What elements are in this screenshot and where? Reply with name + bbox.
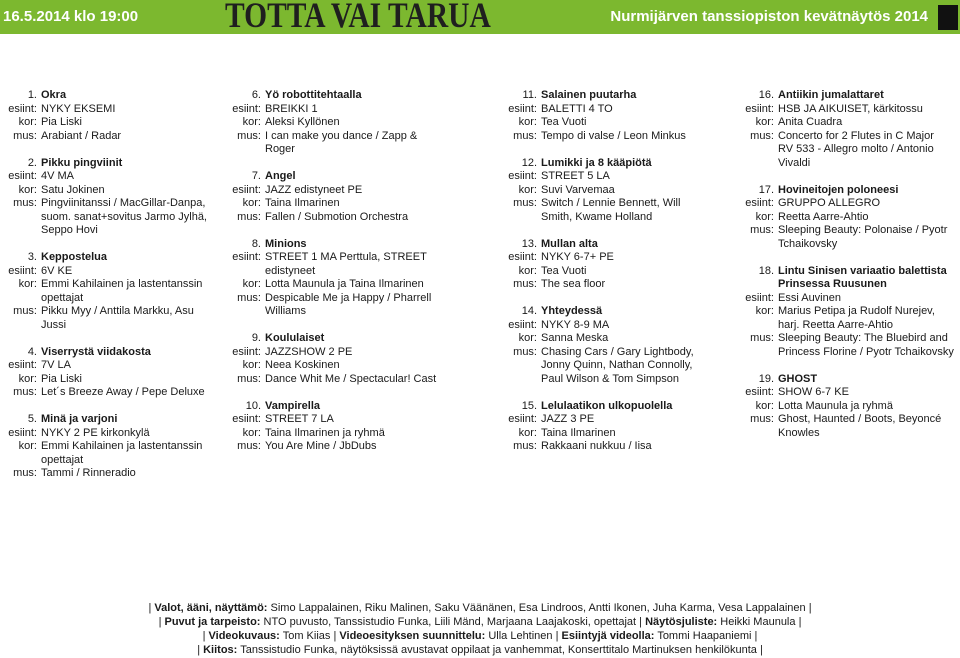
choreographer-label: kor:: [18, 183, 37, 196]
music-value: Sleeping Beauty: The Bluebird and Princess Florine / Pyotr Tchaikovsky: [778, 332, 954, 358]
program-entry: [738, 89, 956, 170]
credit-names: NTO puvusto, Tanssistudio Funka, Liili Mänd, Marjaana Laajakoski, opettajat: [263, 616, 637, 628]
credit-names: Ulla Lehtinen: [488, 630, 553, 642]
program-entry: [225, 400, 443, 454]
performers-value: GRUPPO ALLEGRO: [778, 197, 881, 209]
choreographer-label: kor:: [755, 305, 774, 317]
entry-title: Koululaiset: [265, 332, 325, 344]
entry-number: 4.: [27, 345, 37, 358]
separator: |: [639, 616, 643, 628]
music-label: mus:: [750, 224, 774, 236]
music-label: mus:: [237, 291, 261, 304]
performers-value: SHOW 6-7 KE: [778, 386, 849, 398]
program-column: [225, 89, 443, 467]
music-value: Fallen / Submotion Orchestra: [265, 210, 409, 223]
program-entry: [501, 400, 719, 454]
music-value: The sea floor: [541, 278, 606, 290]
program-column: [1, 89, 219, 494]
program-entry: [1, 157, 219, 238]
choreographer-label: kor:: [518, 426, 537, 439]
entry-title: Salainen puutarha: [541, 89, 637, 101]
entry-title: GHOST: [778, 372, 818, 385]
entry-title: Minä ja varjoni: [41, 413, 118, 425]
choreographer-value: Marius Petipa ja Rudolf Nurejev, harj. Reetta Aarre-Ahtio: [778, 305, 935, 331]
performers-label: esiint:: [745, 197, 774, 209]
program-entry: [738, 373, 956, 441]
program-entry: [501, 89, 719, 143]
performers-value: BALETTI 4 TO: [541, 102, 613, 115]
choreographer-value: Lotta Maunula ja ryhmä: [778, 399, 893, 412]
entry-number: 17.: [758, 183, 774, 196]
music-label: mus:: [13, 197, 37, 209]
entry-number: 13.: [521, 237, 537, 250]
music-label: mus:: [13, 467, 37, 479]
program-entry: [225, 89, 443, 157]
choreographer-label: kor:: [518, 116, 537, 128]
music-value: Sleeping Beauty: Polonaise / Pyotr Tchaikovsky: [778, 224, 948, 250]
entry-number: 11.: [522, 89, 537, 101]
credit-role: Kiitos:: [203, 644, 238, 656]
performers-value: 6V KE: [41, 264, 73, 277]
program-entry: [1, 346, 219, 400]
music-label: mus:: [750, 413, 774, 425]
performers-label: esiint:: [232, 413, 261, 425]
entry-title: Angel: [265, 170, 296, 182]
credit-role: Näytösjuliste:: [645, 616, 718, 628]
choreographer-value: Taina Ilmarinen: [265, 197, 340, 209]
credits-footer: [0, 601, 960, 657]
choreographer-label: kor:: [518, 264, 537, 277]
choreographer-label: kor:: [755, 399, 774, 412]
music-label: mus:: [513, 197, 537, 209]
performers-label: esiint:: [508, 170, 537, 182]
credit-role: Esiintyjä videolla:: [561, 630, 655, 642]
separator: |: [798, 616, 802, 628]
entry-number: 8.: [251, 237, 261, 250]
entry-number: 3.: [27, 251, 37, 263]
program-column: [738, 89, 956, 454]
credit-names: Heikki Maunula: [720, 616, 796, 628]
entry-number: 1.: [27, 89, 37, 101]
credit-names: Simo Lappalainen, Riku Malinen, Saku Väänänen, Esa Lindroos, Antti Ikonen, Juha Karma, Vesa Lappalainen: [270, 602, 806, 614]
entry-title: Vampirella: [265, 399, 321, 412]
choreographer-label: kor:: [518, 183, 537, 196]
choreographer-label: kor:: [755, 116, 774, 128]
performers-label: esiint:: [745, 386, 774, 398]
performers-label: esiint:: [8, 170, 37, 182]
choreographer-value: Taina Ilmarinen: [541, 426, 616, 439]
credit-role: Puvut ja tarpeisto:: [164, 616, 261, 628]
entry-number: 19.: [758, 372, 774, 385]
choreographer-value: Tea Vuoti: [541, 264, 587, 277]
entry-title: Lintu Sinisen variaatio balettista Prinsessa Ruusunen: [778, 264, 947, 290]
performers-value: JAZZSHOW 2 PE: [265, 345, 353, 358]
separator: |: [333, 630, 337, 642]
entry-title: Antiikin jumalattaret: [778, 89, 884, 101]
choreographer-value: Pia Liski: [41, 372, 82, 385]
performers-value: HSB JA AIKUISET, kärkitossu: [778, 102, 923, 115]
choreographer-label: kor:: [242, 359, 261, 371]
entry-title: Lelulaatikon ulkopuolella: [541, 399, 673, 412]
performers-value: JAZZ edistyneet PE: [265, 183, 363, 196]
music-value: Arabiant / Radar: [41, 129, 122, 142]
entry-title: Mullan alta: [541, 237, 598, 250]
choreographer-label: kor:: [242, 278, 261, 290]
performers-label: esiint:: [232, 102, 261, 115]
credit-role: Videoesityksen suunnittelu:: [339, 630, 486, 642]
music-label: mus:: [750, 129, 774, 142]
separator: |: [197, 644, 201, 656]
performers-value: BREIKKI 1: [265, 102, 318, 115]
music-value: Switch / Lennie Bennett, Will Smith, Kwame Holland: [541, 197, 681, 223]
program-entry: [738, 184, 956, 252]
entry-title: Yhteydessä: [541, 305, 603, 317]
program-entry: [225, 332, 443, 386]
music-value: Pikku Myy / Anttila Markku, Asu Jussi: [41, 305, 194, 331]
music-label: mus:: [237, 440, 261, 452]
choreographer-label: kor:: [18, 440, 37, 452]
choreographer-value: Neea Koskinen: [265, 359, 340, 371]
music-label: mus:: [237, 210, 261, 223]
choreographer-value: Emmi Kahilainen ja lastentanssin opettajat: [41, 440, 203, 466]
entry-title: Minions: [265, 237, 307, 250]
choreographer-label: kor:: [242, 116, 261, 128]
performers-label: esiint:: [8, 264, 37, 277]
entry-title: Hovineitojen poloneesi: [778, 183, 899, 196]
program-entry: [1, 251, 219, 332]
choreographer-label: kor:: [18, 278, 37, 290]
music-value: Concerto for 2 Flutes in C Major RV 533 - Allegro molto / Antonio Vivaldi: [778, 129, 934, 169]
entry-number: 12.: [521, 156, 537, 169]
music-label: mus:: [237, 129, 261, 142]
performers-value: NYKY 8-9 MA: [541, 318, 610, 331]
separator: |: [808, 602, 812, 614]
credit-names: Tom Kiias: [282, 630, 331, 642]
performers-value: 4V MA: [41, 170, 75, 182]
program-entry: [225, 170, 443, 224]
performers-label: esiint:: [8, 426, 37, 439]
credits-line: [0, 629, 960, 643]
music-label: mus:: [513, 440, 537, 452]
show-title: TOTTA VAI TARUA: [225, 0, 491, 35]
separator: |: [555, 630, 559, 642]
event-date: 16.5.2014 klo 19:00: [3, 8, 139, 25]
choreographer-label: kor:: [755, 210, 774, 223]
music-value: Rakkaani nukkuu / Iisa: [541, 440, 652, 452]
program-entry: [1, 413, 219, 481]
choreographer-value: Pia Liski: [41, 116, 82, 128]
program-column: [501, 89, 719, 467]
music-label: mus:: [13, 129, 37, 142]
performers-label: esiint:: [8, 102, 37, 115]
music-label: mus:: [513, 129, 537, 142]
choreographer-label: kor:: [242, 426, 261, 439]
entry-title: Viserrystä viidakosta: [41, 345, 151, 358]
music-value: Chasing Cars / Gary Lightbody, Jonny Quinn, Nathan Connolly, Paul Wilson & Tom Simpson: [541, 345, 694, 385]
choreographer-value: Tea Vuoti: [541, 116, 587, 128]
music-label: mus:: [237, 372, 261, 385]
separator: |: [202, 630, 206, 642]
performers-label: esiint:: [508, 318, 537, 331]
credits-line: [0, 643, 960, 657]
program-entry: [501, 157, 719, 225]
music-value: Dance Whit Me / Spectacular! Cast: [265, 372, 437, 385]
separator: |: [754, 630, 758, 642]
program-entry: [501, 238, 719, 292]
music-value: Tammi / Rinneradio: [41, 467, 136, 479]
choreographer-value: Reetta Aarre-Ahtio: [778, 210, 869, 223]
music-value: Ghost, Haunted / Boots, Beyoncé Knowles: [778, 413, 942, 439]
program-entry: [738, 265, 956, 360]
choreographer-label: kor:: [518, 332, 537, 344]
entry-number: 7.: [251, 170, 261, 182]
music-value: I can make you dance / Zapp & Roger: [265, 129, 418, 155]
entry-title: Lumikki ja 8 kääpiötä: [541, 156, 652, 169]
choreographer-value: Taina Ilmarinen ja ryhmä: [265, 426, 385, 439]
separator: |: [759, 644, 763, 656]
music-label: mus:: [513, 278, 537, 290]
choreographer-value: Lotta Maunula ja Taina Ilmarinen: [265, 278, 424, 290]
choreographer-value: Anita Cuadra: [778, 116, 843, 128]
choreographer-value: Aleksi Kyllönen: [265, 116, 340, 128]
separator: |: [148, 602, 152, 614]
performers-label: esiint:: [232, 183, 261, 196]
performers-label: esiint:: [232, 251, 261, 263]
performers-value: NYKY 6-7+ PE: [541, 251, 614, 263]
performers-value: JAZZ 3 PE: [541, 413, 595, 425]
entry-number: 9.: [251, 332, 261, 344]
credits-line: [0, 615, 960, 629]
performers-label: esiint:: [8, 359, 37, 371]
credit-role: Valot, ääni, näyttämö:: [154, 602, 268, 614]
credit-names: Tommi Haapaniemi: [657, 630, 752, 642]
music-label: mus:: [750, 332, 774, 344]
music-value: Despicable Me ja Happy / Pharrell Williams: [265, 291, 432, 317]
performers-value: NYKY EKSEMI: [41, 102, 116, 115]
entry-number: 6.: [251, 89, 261, 101]
performers-label: esiint:: [508, 413, 537, 425]
choreographer-label: kor:: [18, 372, 37, 385]
entry-number: 14.: [521, 305, 537, 317]
program-entry: [1, 89, 219, 143]
choreographer-value: Sanna Meska: [541, 332, 609, 344]
performers-label: esiint:: [745, 102, 774, 115]
performers-label: esiint:: [745, 291, 774, 304]
performers-value: NYKY 2 PE kirkonkylä: [41, 426, 150, 439]
entry-title: Yö robottitehtaalla: [265, 89, 362, 101]
entry-number: 5.: [27, 413, 37, 425]
music-value: Tempo di valse / Leon Minkus: [541, 129, 686, 142]
performers-label: esiint:: [508, 102, 537, 115]
choreographer-label: kor:: [18, 116, 37, 128]
music-value: Let´s Breeze Away / Pepe Deluxe: [41, 386, 205, 398]
credit-role: Videokuvaus:: [208, 630, 280, 642]
performers-value: 7V LA: [41, 359, 71, 371]
credits-line: [0, 601, 960, 615]
show-subtitle: Nurmijärven tanssiopiston kevätnäytös 2014: [610, 8, 928, 25]
entry-number: 18.: [758, 264, 774, 277]
program-entry: [225, 238, 443, 319]
entry-number: 10.: [245, 399, 261, 412]
music-label: mus:: [513, 345, 537, 358]
choreographer-value: Suvi Varvemaa: [541, 183, 615, 196]
separator: |: [158, 616, 162, 628]
entry-title: Okra: [41, 89, 67, 101]
music-value: Pingviinitanssi / MacGillar-Danpa, suom. sanat+sovitus Jarmo Jylhä, Seppo Hovi: [41, 197, 207, 236]
choreographer-value: Satu Jokinen: [41, 183, 105, 196]
music-value: You Are Mine / JbDubs: [265, 440, 377, 452]
program-entry: [501, 305, 719, 386]
choreographer-value: Emmi Kahilainen ja lastentanssin opettajat: [41, 278, 203, 304]
performers-value: STREET 5 LA: [541, 170, 610, 182]
performers-value: STREET 7 LA: [265, 413, 334, 425]
performers-value: STREET 1 MA Perttula, STREET edistyneet: [265, 251, 427, 277]
credit-names: Tanssistudio Funka, näytöksissä avustavat oppilaat ja vanhemmat, Konserttitalo Martinuksen henkilökunta: [240, 644, 757, 656]
entry-title: Keppostelua: [41, 251, 108, 263]
performers-value: Essi Auvinen: [778, 291, 841, 304]
performers-label: esiint:: [508, 251, 537, 263]
entry-number: 2.: [27, 156, 37, 169]
choreographer-label: kor:: [242, 197, 261, 209]
entry-number: 15.: [521, 399, 537, 412]
entry-number: 16.: [758, 89, 774, 101]
music-label: mus:: [13, 386, 37, 398]
music-label: mus:: [13, 305, 37, 317]
entry-title: Pikku pingviinit: [41, 156, 123, 169]
performers-label: esiint:: [232, 345, 261, 358]
